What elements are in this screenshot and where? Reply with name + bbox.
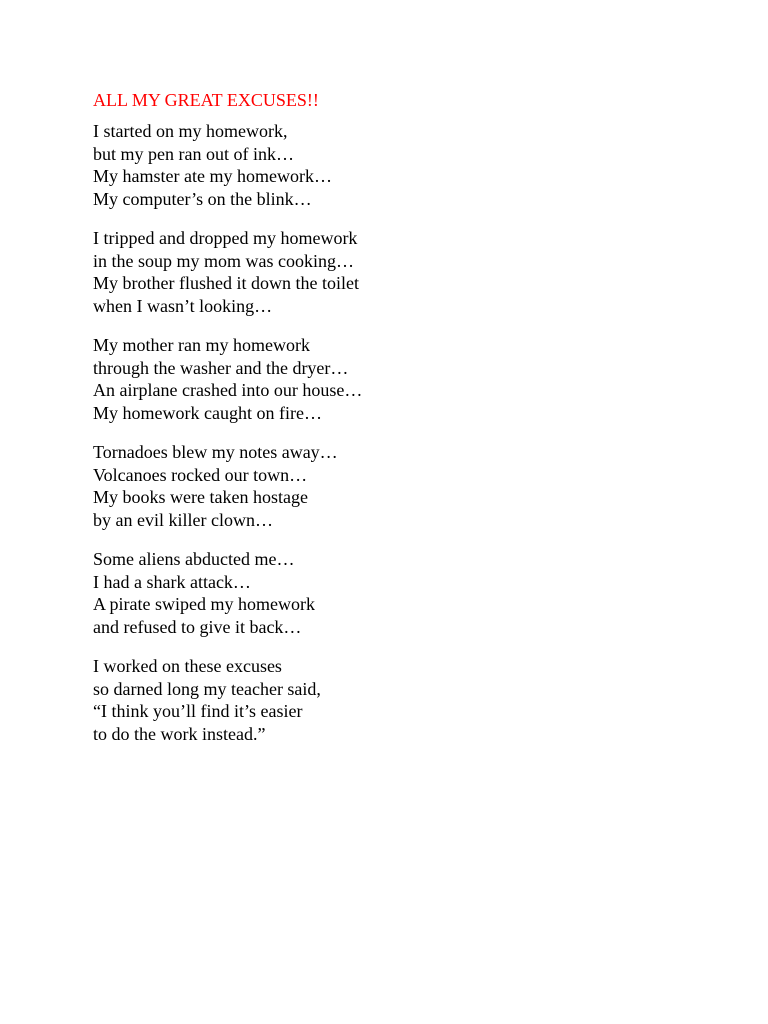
- poem-line: Tornadoes blew my notes away…: [93, 442, 338, 462]
- poem-line: My brother flushed it down the toilet: [93, 273, 359, 293]
- poem-title: ALL MY GREAT EXCUSES!!: [93, 90, 319, 110]
- stanza-5: [93, 548, 693, 638]
- poem-line: A pirate swiped my homework: [93, 594, 315, 614]
- stanza-1: [93, 120, 693, 210]
- poem-line: but my pen ran out of ink…: [93, 143, 294, 164]
- poem-line: when I wasn’t looking…: [93, 295, 273, 316]
- poem-line: My hamster ate my homework…: [93, 166, 332, 186]
- poem-line: My homework caught on fire…: [93, 402, 322, 423]
- stanza-3: [93, 334, 693, 424]
- poem-line: I tripped and dropped my homework: [93, 228, 358, 248]
- poem-line: I started on my homework,: [93, 121, 288, 141]
- poem-line: I worked on these excuses: [93, 656, 282, 676]
- poem-line: My computer’s on the blink…: [93, 188, 312, 209]
- poem-line: in the soup my mom was cooking…: [93, 250, 354, 271]
- poem-line: so darned long my teacher said,: [93, 678, 321, 699]
- stanza-4: [93, 441, 693, 531]
- poem-line: by an evil killer clown…: [93, 509, 273, 530]
- poem-line: to do the work instead.”: [93, 723, 266, 744]
- poem-line: My mother ran my homework: [93, 335, 310, 355]
- poem-line: Some aliens abducted me…: [93, 549, 295, 569]
- poem-line: Volcanoes rocked our town…: [93, 464, 308, 485]
- stanza-6: [93, 655, 693, 745]
- poem: [93, 86, 693, 762]
- poem-line: through the washer and the dryer…: [93, 357, 349, 378]
- poem-line: I had a shark attack…: [93, 571, 251, 592]
- poem-line: and refused to give it back…: [93, 616, 302, 637]
- poem-line: My books were taken hostage: [93, 487, 308, 507]
- stanza-2: [93, 227, 693, 317]
- poem-line: “I think you’ll find it’s easier: [93, 701, 303, 721]
- poem-line: An airplane crashed into our house…: [93, 380, 363, 400]
